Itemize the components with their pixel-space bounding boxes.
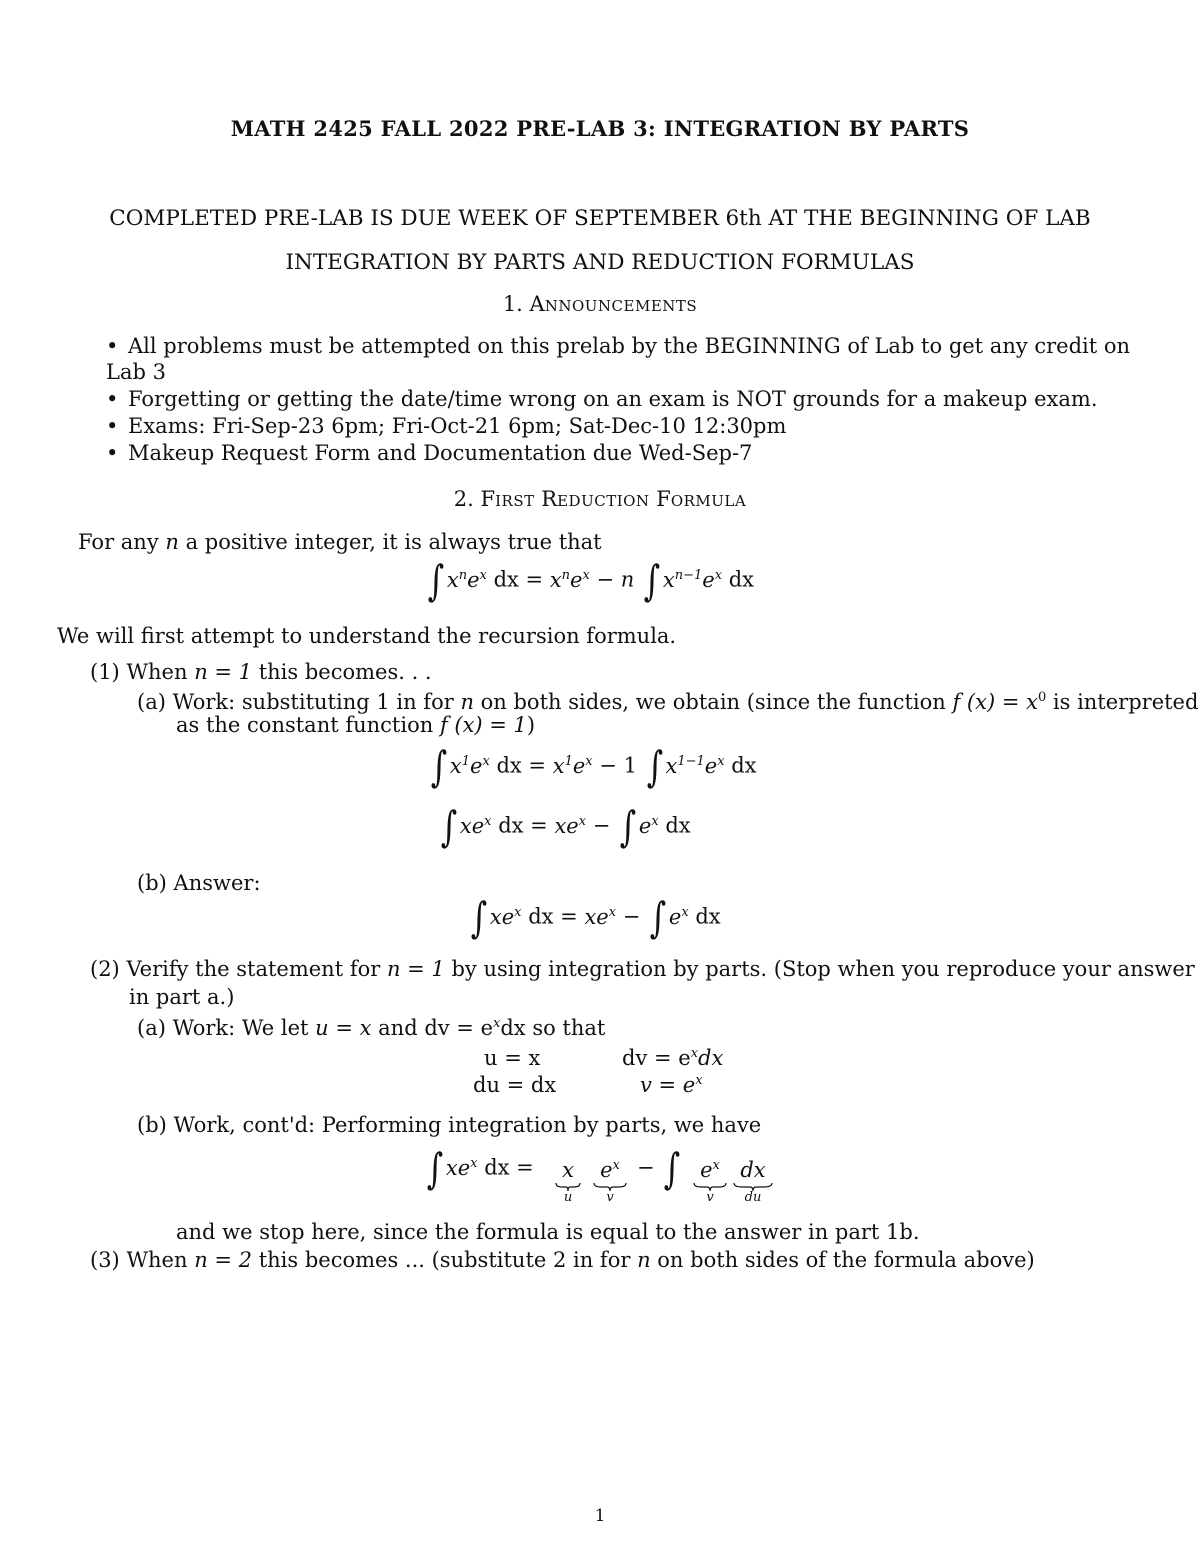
table-dv: dv = $e^xdx$	[622, 1046, 724, 1070]
document-title: MATH 2425 FALL 2022 PRE-LAB 3: INTEGRATION BY PARTS	[230, 116, 970, 141]
problem-2: (2) Verify the statement for n = 1 by using integration by parts. (Stop when you reproduce your answer	[90, 957, 1195, 981]
integral-icon: ∫	[643, 556, 661, 605]
bullet-item: • Exams: Fri-Sep-23 6pm; Fri-Oct-21 6pm; Sat-Dec-10 12:30pm	[106, 414, 787, 438]
bullet-item: • Forgetting or getting the date/time wrong on an exam is NOT grounds for a makeup exam.	[106, 387, 1098, 411]
equation-1a-line-2: ∫ $xe^x$ dx = $xe^x$ − ∫ $e^x$ dx	[440, 802, 691, 851]
integral-icon: ∫	[646, 742, 663, 791]
section-2-heading: 2. FIRST REDUCTION FORMULA	[453, 487, 747, 511]
problem-2-cont: in part a.)	[129, 985, 235, 1009]
parts-equation: ∫ $xe^x$ dx =	[426, 1144, 534, 1193]
brace-group: dx du	[733, 1158, 773, 1205]
section-1-heading	[0, 292, 1200, 316]
equation-1b: ∫ $xe^x$ dx = $xe^x$ − ∫ $e^x$ dx	[470, 893, 721, 942]
brace-group: $e^x$ v	[593, 1158, 627, 1205]
integral-icon: ∫	[619, 802, 637, 851]
intro-text: For any n a positive integer, it is always true that	[78, 530, 602, 554]
brace-group: $e^x$ v	[693, 1158, 727, 1205]
problem-1b: (b) Answer:	[137, 871, 261, 895]
problem-3: (3) When n = 2 this becomes ... (substitute 2 in for n on both sides of the formula above)	[90, 1248, 1035, 1272]
section-1-number: 1.	[502, 292, 523, 316]
bullet-item: • Makeup Request Form and Documentation due Wed-Sep-7	[106, 441, 753, 465]
section-1-rest: NNOUNCEMENTS	[544, 297, 698, 315]
problem-1a: (a) Work: substituting 1 in for n on both sides, we obtain (since the function f $(x) = x^0$ is interpreted	[137, 690, 1199, 714]
bullet-item: • All problems must be attempted on this prelab by the BEGINNING of Lab to get any credit on Lab 3	[106, 334, 1131, 384]
integral-icon: ∫	[664, 1144, 681, 1193]
brace-group: x u	[555, 1158, 581, 1205]
integral-icon: ∫	[470, 893, 488, 942]
table-u: u = x	[484, 1046, 541, 1070]
integral-icon: ∫	[426, 1144, 444, 1193]
table-du: du = dx	[473, 1073, 557, 1097]
bullet-icon: •	[106, 414, 119, 438]
integral-icon: ∫	[427, 556, 445, 605]
problem-1a-cont: as the constant function f (x) = 1)	[176, 713, 536, 737]
problem-2b: (b) Work, cont'd: Performing integration by parts, we have	[137, 1113, 762, 1137]
stop-note: and we stop here, since the formula is equal to the answer in part 1b.	[176, 1220, 920, 1244]
table-v: $v = e^x$	[640, 1073, 703, 1097]
integral-icon: ∫	[440, 802, 458, 851]
bullet-icon: •	[106, 441, 119, 465]
due-heading: COMPLETED PRE-LAB IS DUE WEEK OF SEPTEMBER 6th AT THE BEGINNING OF LAB	[109, 206, 1091, 231]
integral-icon: ∫	[430, 742, 448, 791]
parts-minus: − ∫	[637, 1144, 681, 1193]
problem-2a: (a) Work: We let u = x and dv = $e^xdx$ so that	[137, 1016, 606, 1040]
problem-1: (1) When n = 1 this becomes. . .	[90, 660, 432, 684]
bullet-icon: •	[106, 387, 119, 411]
integral-icon: ∫	[649, 893, 667, 942]
recursion-note: We will first attempt to understand the recursion formula.	[57, 624, 677, 648]
topic-heading: INTEGRATION BY PARTS AND REDUCTION FORMULAS	[285, 250, 915, 275]
bullet-icon: •	[106, 334, 119, 358]
section-1-first-letter: A	[529, 292, 545, 316]
page-number: 1	[594, 1506, 606, 1526]
reduction-formula: ∫ $x^ne^x$ dx = $x^ne^x - n$ ∫ $x^{n-1}e^x$ dx	[427, 556, 755, 605]
equation-1a-line-1: ∫ $x^1e^x$ dx = $x^1e^x - 1$ ∫ $x^{1-1}e^x$ dx	[430, 742, 757, 791]
